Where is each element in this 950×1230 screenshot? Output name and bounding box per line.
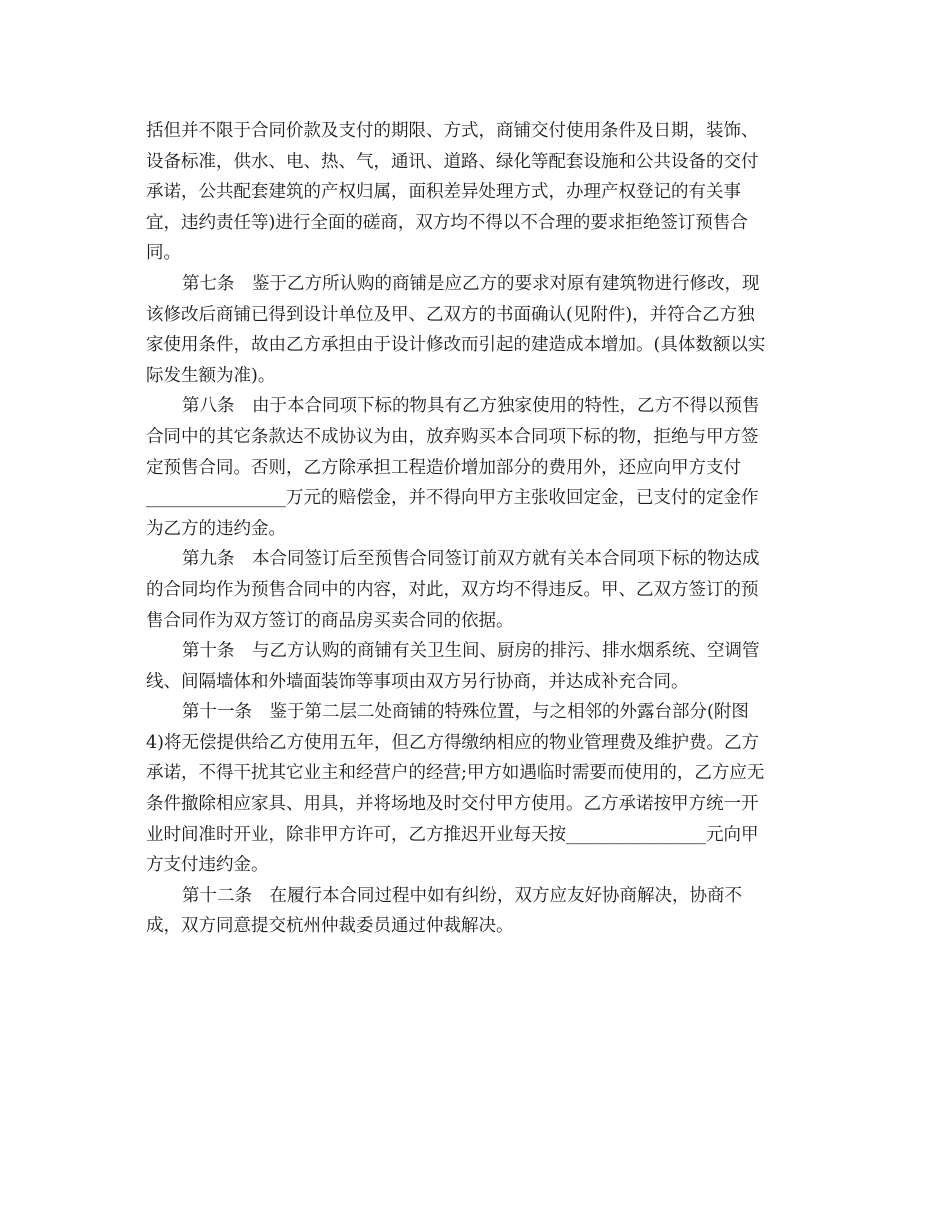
paragraph-first-line: 第九条 本合同签订后至预售合同签订前双方就有关本合同项下标的物达成 <box>182 549 760 570</box>
paragraph-line: 的合同均作为预售合同中的内容，对此，双方均不得违反。甲、乙双方签订的预 <box>146 579 759 600</box>
paragraph-line: 定预售合同。否则，乙方除承担工程造价增加部分的费用外，还应向甲方支付 <box>146 457 741 478</box>
paragraph-line: 括但并不限于合同价款及支付的期限、方式，商铺交付使用条件及日期，装饰、 <box>146 121 759 141</box>
paragraph-line: 该修改后商铺已得到设计单位及甲、乙双方的书面确认(见附件)，并符合乙方独 <box>146 304 755 325</box>
paragraph-line: 设备标准，供水、电、热、气，通讯、道路、绿化等配套设施和公共设备的交付 <box>146 151 759 172</box>
paragraph-line: 售合同作为双方签订的商品房买卖合同的依据。 <box>146 610 514 631</box>
paragraph-line: 方支付违约金。 <box>146 855 269 876</box>
paragraph-line: 业时间准时开业，除非甲方许可，乙方推迟开业每天按________________元向甲 <box>146 824 759 845</box>
paragraph-line: 同。 <box>146 243 181 264</box>
paragraph-first-line: 第十条 与乙方认购的商铺有关卫生间、厨房的排污、排水烟系统、空调管 <box>182 641 760 662</box>
paragraph-first-line: 第七条 鉴于乙方所认购的商铺是应乙方的要求对原有建筑物进行修改，现 <box>182 273 760 294</box>
paragraph-line: 为乙方的违约金。 <box>146 518 286 539</box>
paragraph-line: ________________万元的赔偿金，并不得向甲方主张收回定金，已支付的定金作 <box>146 488 759 509</box>
paragraph-line: 4)将无偿提供给乙方使用五年，但乙方得缴纳相应的物业管理费及维护费。乙方 <box>146 732 759 753</box>
paragraph-first-line: 第十二条 在履行本合同过程中如有纠纷，双方应友好协商解决，协商不 <box>182 885 742 906</box>
paragraph-line: 成，双方同意提交杭州仲裁委员通过仲裁解决。 <box>146 916 514 937</box>
paragraph-line: 线、间隔墙体和外墙面装饰等事项由双方另行协商，并达成补充合同。 <box>146 671 689 692</box>
paragraph-line: 际发生额为准)。 <box>146 365 276 386</box>
contract-body <box>146 116 826 942</box>
paragraph-first-line: 第八条 由于本合同项下标的物具有乙方独家使用的特性，乙方不得以预售 <box>182 396 760 417</box>
paragraph-line: 家使用条件，故由乙方承担由于设计修改而引起的建造成本增加。(具体数额以实 <box>146 335 766 356</box>
paragraph-first-line: 第十一条 鉴于第二层二处商铺的特殊位置，与之相邻的外露台部分(附图 <box>182 702 749 723</box>
paragraph-line: 宜，违约责任等)进行全面的磋商，双方均不得以不合理的要求拒绝签订预售合 <box>146 212 748 233</box>
paragraph-line: 承诺，不得干扰其它业主和经营户的经营;甲方如遇临时需要而使用的，乙方应无 <box>146 763 765 784</box>
paragraph-line: 条件撤除相应家具、用具，并将场地及时交付甲方使用。乙方承诺按甲方统一开 <box>146 794 759 815</box>
paragraph-line: 承诺，公共配套建筑的产权归属，面积差异处理方式，办理产权登记的有关事 <box>146 182 741 203</box>
paragraph-line: 合同中的其它条款达不成协议为由，放弃购买本合同项下标的物，拒绝与甲方签 <box>146 426 759 447</box>
